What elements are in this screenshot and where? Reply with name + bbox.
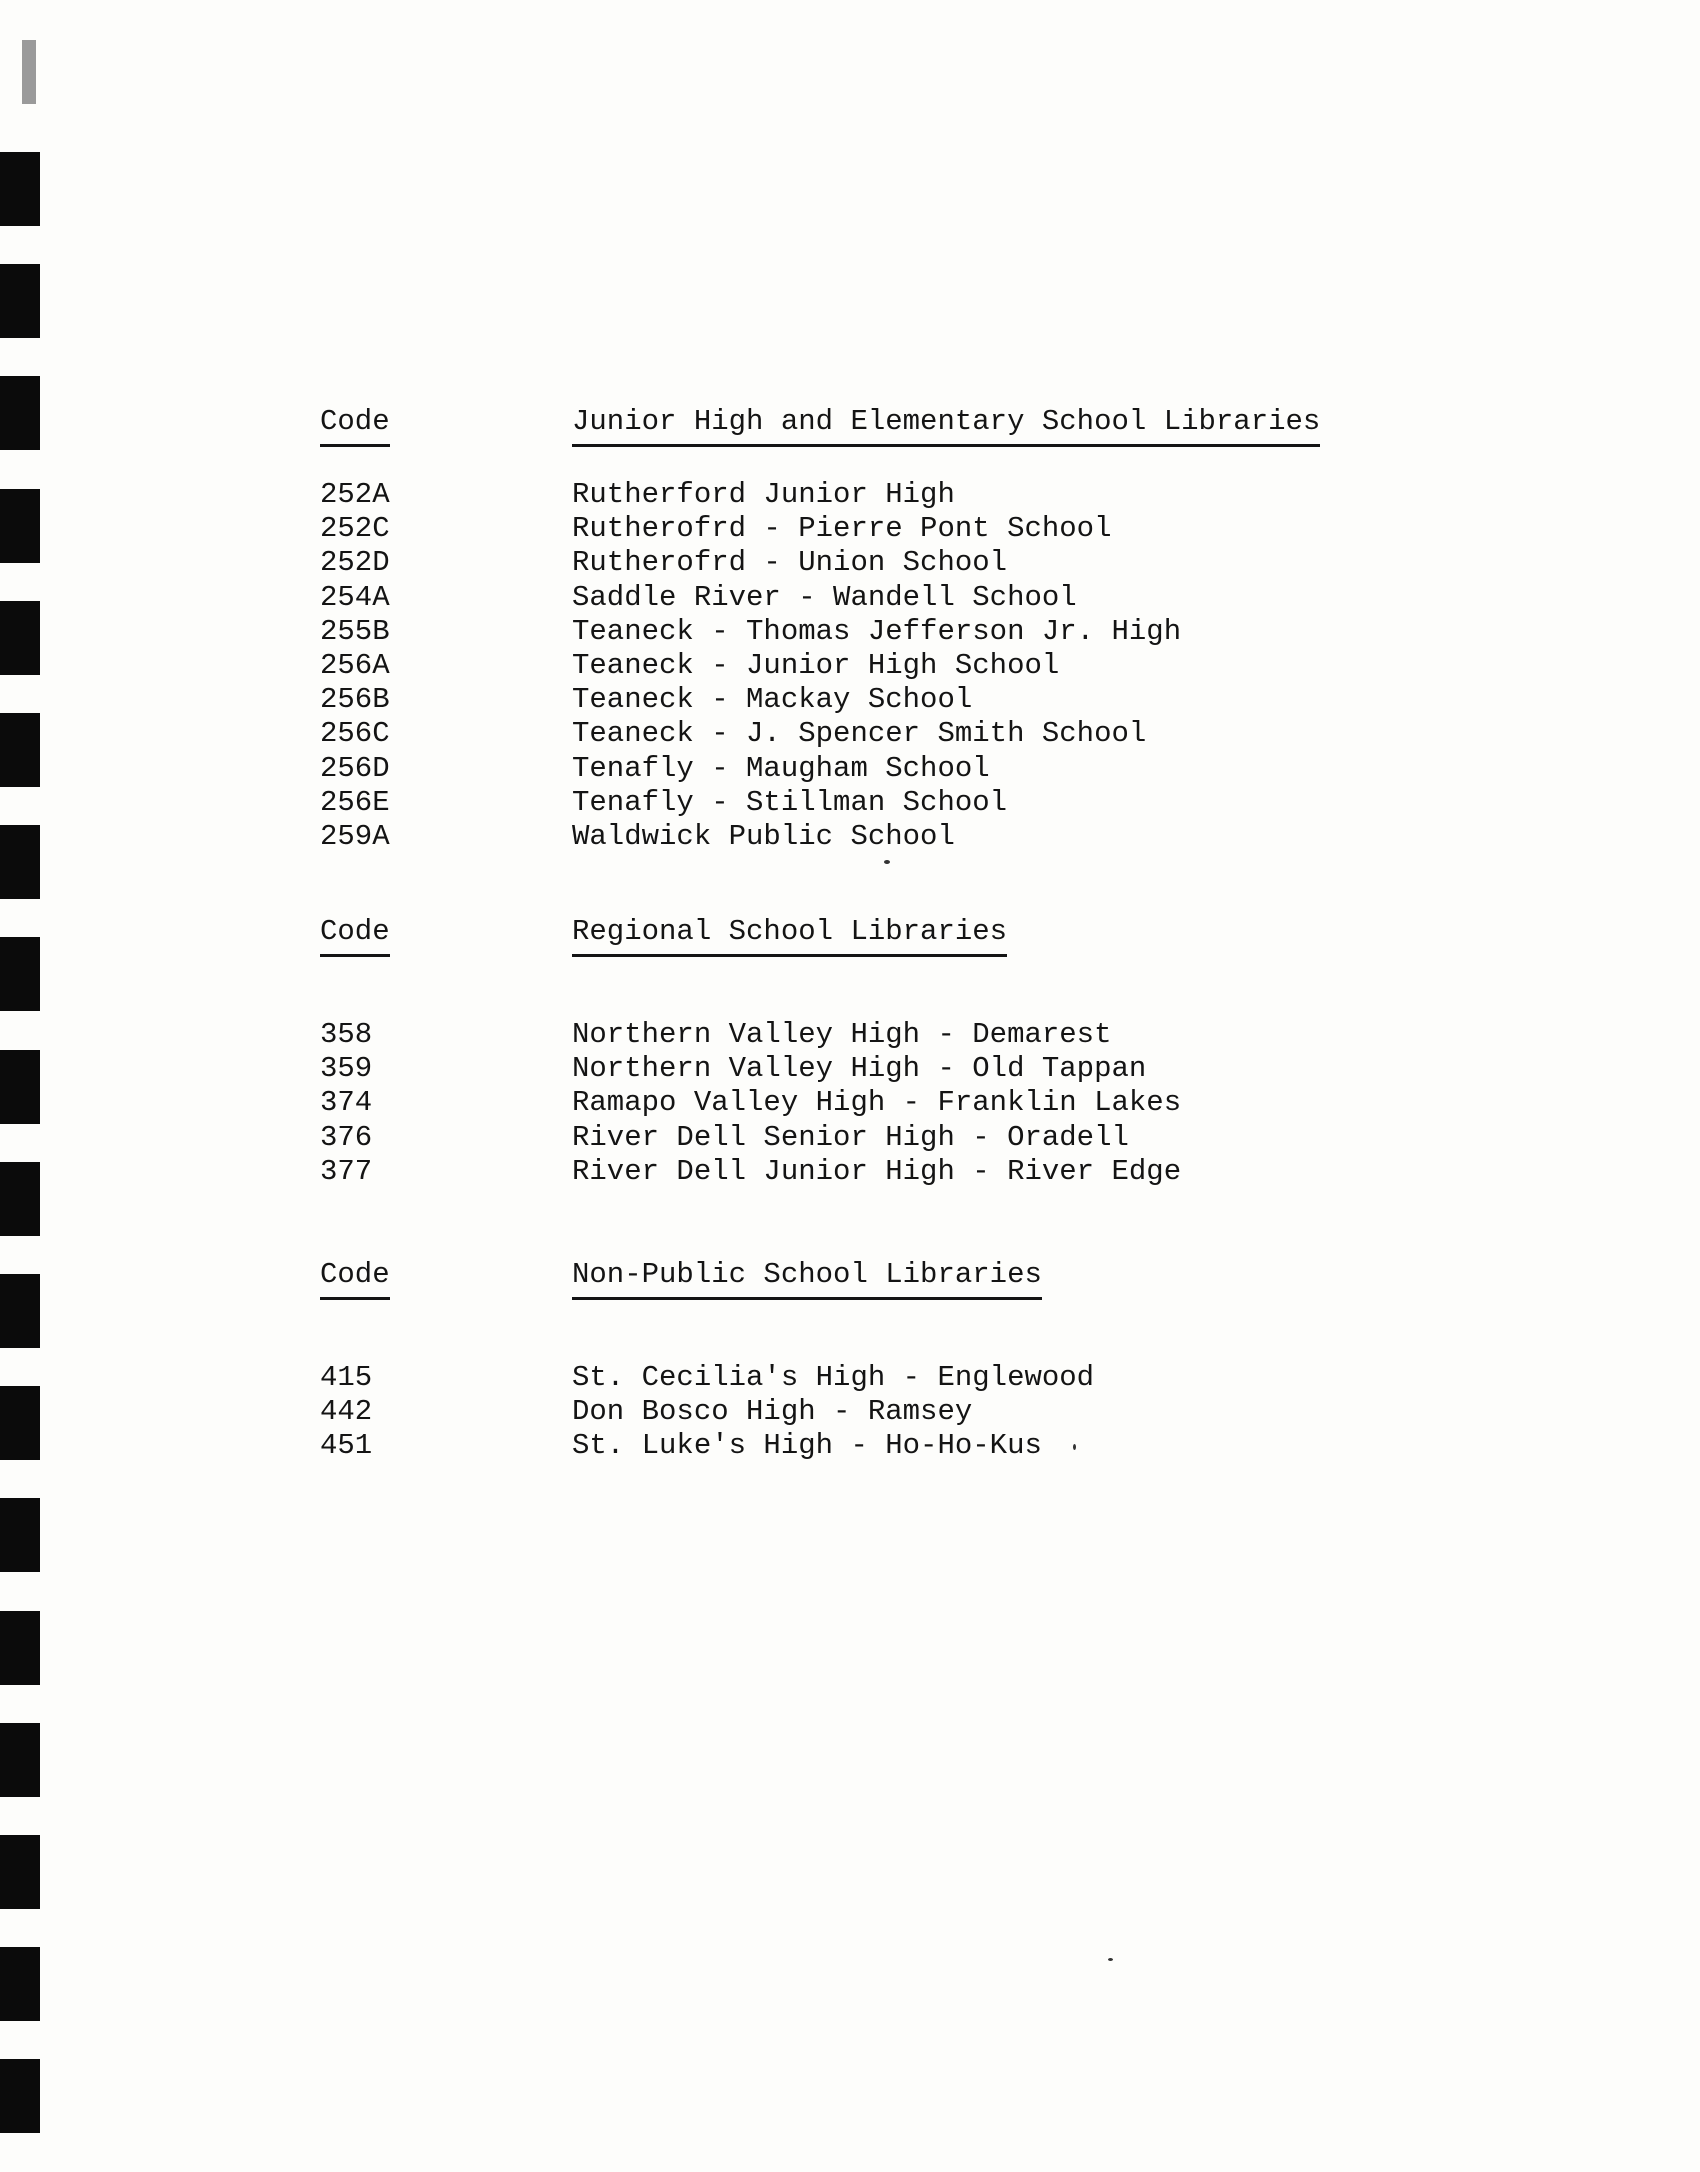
library-name: River Dell Junior High - River Edge bbox=[572, 1154, 1182, 1188]
library-code: 256C bbox=[320, 717, 390, 751]
library-code: 254A bbox=[320, 580, 390, 614]
code-column-header: Code bbox=[320, 1257, 390, 1300]
binding-tab bbox=[0, 1835, 40, 1909]
library-name: Northern Valley High - Demarest bbox=[572, 1018, 1112, 1051]
section-regional bbox=[0, 914, 1700, 1189]
binding-tab bbox=[0, 264, 40, 338]
binding-tab bbox=[0, 1723, 40, 1797]
library-list bbox=[0, 478, 1700, 854]
library-code: 255B bbox=[320, 614, 390, 648]
library-name: Teaneck - Mackay School bbox=[572, 683, 973, 717]
binding-tab bbox=[0, 2059, 40, 2133]
list-item bbox=[0, 1086, 1700, 1120]
library-code: 252D bbox=[320, 546, 390, 580]
list-item bbox=[0, 615, 1700, 649]
list-item bbox=[0, 1395, 1700, 1429]
library-name: Northern Valley High - Old Tappan bbox=[572, 1052, 1147, 1086]
library-code: 259A bbox=[320, 819, 390, 853]
list-item bbox=[0, 1429, 1700, 1463]
library-code: 451 bbox=[320, 1429, 373, 1463]
binding-tab bbox=[0, 1498, 40, 1572]
list-item bbox=[0, 512, 1700, 546]
binding-tab bbox=[0, 1947, 40, 2021]
library-name: Rutherofrd - Union School bbox=[572, 546, 1008, 580]
library-code: 415 bbox=[320, 1361, 373, 1394]
list-item bbox=[0, 1361, 1700, 1395]
library-name: Saddle River - Wandell School bbox=[572, 580, 1077, 614]
list-item bbox=[0, 752, 1700, 786]
section-non-public bbox=[0, 1257, 1700, 1464]
section-header-row bbox=[0, 404, 1700, 448]
section-title: Regional School Libraries bbox=[572, 914, 1007, 957]
library-code: 256B bbox=[320, 683, 390, 717]
section-header-row bbox=[0, 914, 1700, 958]
list-item bbox=[0, 649, 1700, 683]
library-name: River Dell Senior High - Oradell bbox=[572, 1120, 1129, 1154]
library-list bbox=[0, 1018, 1700, 1189]
library-name: St. Luke's High - Ho-Ho-Kus bbox=[572, 1429, 1042, 1463]
list-item bbox=[0, 478, 1700, 512]
library-name: Teaneck - Junior High School bbox=[572, 648, 1060, 682]
section-title: Junior High and Elementary School Libraries bbox=[572, 404, 1320, 447]
library-list bbox=[0, 1361, 1700, 1464]
list-item bbox=[0, 581, 1700, 615]
scan-speck bbox=[1073, 1444, 1076, 1450]
library-name: Teaneck - Thomas Jefferson Jr. High bbox=[572, 614, 1182, 648]
list-item bbox=[0, 1121, 1700, 1155]
library-code: 252C bbox=[320, 512, 390, 546]
library-name: Rutherofrd - Pierre Pont School bbox=[572, 512, 1112, 546]
library-code: 374 bbox=[320, 1086, 373, 1120]
library-name: Don Bosco High - Ramsey bbox=[572, 1395, 973, 1429]
library-name: Rutherford Junior High bbox=[572, 478, 955, 511]
section-title: Non-Public School Libraries bbox=[572, 1257, 1042, 1300]
library-name: Tenafly - Maugham School bbox=[572, 751, 990, 785]
binding-tab bbox=[0, 1611, 40, 1685]
library-name: Tenafly - Stillman School bbox=[572, 785, 1008, 819]
library-code: 256A bbox=[320, 648, 390, 682]
library-code: 252A bbox=[320, 478, 390, 511]
library-code: 359 bbox=[320, 1052, 373, 1086]
section-header-row bbox=[0, 1257, 1700, 1301]
library-name: Teaneck - J. Spencer Smith School bbox=[572, 717, 1147, 751]
list-item bbox=[0, 1018, 1700, 1052]
list-item bbox=[0, 1155, 1700, 1189]
list-item bbox=[0, 820, 1700, 854]
library-name: St. Cecilia's High - Englewood bbox=[572, 1361, 1095, 1394]
list-item bbox=[0, 717, 1700, 751]
library-name: Ramapo Valley High - Franklin Lakes bbox=[572, 1086, 1182, 1120]
list-item bbox=[0, 546, 1700, 580]
list-item bbox=[0, 786, 1700, 820]
code-column-header: Code bbox=[320, 404, 390, 447]
library-code: 442 bbox=[320, 1395, 373, 1429]
library-code: 358 bbox=[320, 1018, 373, 1051]
section-junior-high-elementary bbox=[0, 404, 1700, 854]
library-code: 256D bbox=[320, 751, 390, 785]
list-item bbox=[0, 1052, 1700, 1086]
code-column-header: Code bbox=[320, 914, 390, 957]
list-item bbox=[0, 683, 1700, 717]
library-code: 376 bbox=[320, 1120, 373, 1154]
scan-speck bbox=[884, 860, 890, 864]
binding-tab bbox=[22, 40, 36, 104]
library-code: 377 bbox=[320, 1154, 373, 1188]
scan-speck bbox=[1108, 1958, 1113, 1961]
binding-tab bbox=[0, 152, 40, 226]
library-name: Waldwick Public School bbox=[572, 819, 955, 853]
library-code: 256E bbox=[320, 785, 390, 819]
